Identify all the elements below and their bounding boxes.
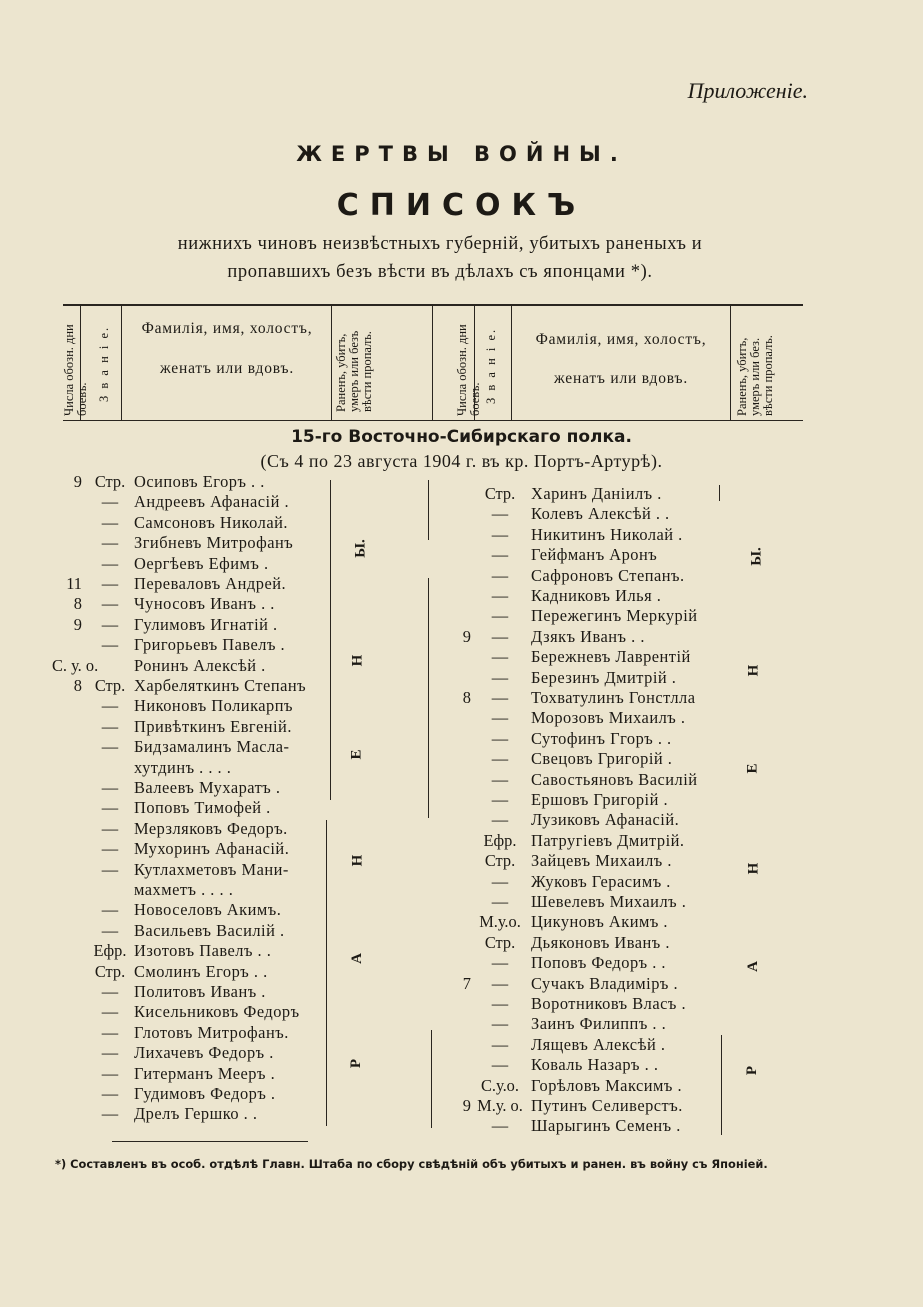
status-letter: Н [745,862,762,875]
subtitle-line-1: нижнихъ чиновъ неизвѣстныхъ губерній, убитыхъ раненыхъ и [177,234,703,254]
table-row [455,974,725,994]
row-rank: — [101,1084,119,1103]
row-name: Привѣткинъ Евгеній. [134,716,292,736]
row-rank: — [101,1104,119,1124]
row-rank: — [491,524,509,544]
row-name: Лихачевъ Федоръ . [134,1043,274,1063]
row-name: Кадниковъ Илья . [531,586,662,605]
row-rank: — [101,778,119,797]
table-row [60,533,330,553]
row-name: Самсоновъ Николай. [134,512,288,532]
row-rank: — [101,900,119,920]
row-rank: Стр. [94,961,126,981]
row-name: Жуковъ Герасимъ . [531,871,671,891]
table-row [455,1035,725,1055]
row-rank: — [491,728,509,748]
row-rank: — [491,545,509,565]
status-brace-left-d [428,578,429,818]
status-letter: Е [348,749,365,760]
row-name: Кисельниковъ Федоръ [134,1002,300,1022]
header-status-col-right: Раненъ, убитъ, умеръ или без. вѣсти пропалъ. [735,335,775,416]
row-name: махметъ . . . . [134,880,234,899]
row-name: Гейфманъ Аронъ [531,545,658,565]
table-row [455,851,725,871]
table-row [60,1084,330,1104]
row-rank: — [101,920,119,940]
row-name: Харбеляткинъ Степанъ [134,676,307,695]
row-name: Григорьевъ Павелъ . [134,635,286,655]
row-rank: — [101,512,119,532]
row-name: Лящевъ Алексѣй . [531,1034,666,1054]
row-name: Поповъ Тимофей . [134,798,271,818]
table-row [455,1055,725,1075]
table-row [455,606,725,626]
table-row [60,839,330,859]
row-name: Патругіевъ Дмитрій. [531,830,685,850]
regiment-dates: (Съ 4 по 23 августа 1904 г. въ кр. Портъ-Артурѣ). [260,451,663,471]
table-row [60,982,330,1002]
row-name: Никитинъ Николай . [531,524,683,544]
list-title: СПИСОКЪ [336,188,587,223]
row-rank: — [491,647,509,667]
row-rank: — [101,1002,119,1022]
row-name: Тохватулинъ Гонстлла [531,688,696,707]
status-letter: Р [348,1058,365,1069]
row-rank: — [101,1043,119,1063]
row-name: Гулимовъ Игнатій . [134,614,278,634]
row-name: Глотовъ Митрофанъ. [134,1022,289,1042]
table-row [60,758,330,778]
table-row [60,798,330,818]
row-rank: — [101,533,119,553]
row-name: Харинъ Даніилъ . [531,484,662,503]
row-rank: — [101,859,119,879]
row-name: Оергѣевъ Ефимъ . [134,553,269,573]
table-row [455,749,725,769]
row-name: Цикуновъ Акимъ . [531,912,669,932]
row-date: С. у. о. [52,655,99,675]
row-name: Свецовъ Григорій . [531,749,673,769]
status-letter: А [348,953,365,964]
row-rank: — [491,953,509,973]
table-row [455,790,725,810]
row-date: 8 [73,594,82,614]
row-name: Дзякъ Иванъ . . [531,626,645,646]
table-row [455,912,725,932]
row-rank: — [101,614,119,634]
header-name-col-left-1: Фамилія, имя, холостъ, [141,320,313,337]
col-divider [432,306,433,420]
row-name: Сучакъ Владиміръ . [531,973,679,993]
row-name: Мерзляковъ Федоръ. [134,818,288,838]
row-rank: — [101,839,119,859]
row-rank: — [101,1022,119,1042]
table-row [455,504,725,524]
row-name: Гудимовъ Федоръ . [134,1084,276,1103]
table-row [60,860,330,880]
row-date: 8 [462,688,471,707]
table-row [60,717,330,737]
table-row [60,819,330,839]
table-row [455,688,725,708]
table-row [52,655,330,676]
row-name: Зайцевъ Михаилъ . [531,851,672,871]
status-letter: Н [745,664,762,677]
row-rank: — [101,982,119,1001]
table-row [60,554,330,574]
appendix-label: Приложеніе. [687,78,808,103]
row-rank: — [491,994,509,1013]
table-row [455,484,725,504]
right-column [455,484,725,1144]
row-name: Путинъ Селиверстъ. [531,1096,683,1115]
row-name: Осиповъ Егоръ . . [134,472,265,491]
table-row [60,778,330,798]
table-row [60,1064,330,1084]
table-row [455,953,725,973]
row-date: 7 [462,973,471,993]
row-rank: — [491,973,509,993]
row-name: Чуносовъ Иванъ . . [134,594,275,614]
row-name: Воротниковъ Власъ . [531,994,687,1013]
status-brace-left-a [330,480,331,800]
row-rank: — [491,504,509,524]
table-row [455,525,725,545]
row-rank: — [491,1055,509,1075]
table-row [455,1116,725,1136]
row-rank: Стр. [484,932,516,952]
regiment-title: 15-го Восточно-Сибирскаго полка. [291,427,632,447]
row-name: Шевелевъ Михаилъ . [531,892,687,911]
table-row [60,574,330,594]
row-name: Дрелъ Гершко . . [134,1104,258,1124]
row-name: Сафроновъ Степанъ. [531,565,685,585]
table-row [455,545,725,565]
row-name: Политовъ Иванъ . [134,982,266,1001]
table-row [60,1043,330,1063]
row-rank: — [101,737,119,757]
row-rank: — [101,594,119,614]
row-name: Бережневъ Лаврентій [531,647,691,667]
row-rank: — [491,626,509,646]
row-name: Мухоринъ Афанасій. [134,839,290,859]
row-name: Пережегинъ Меркурій [531,606,698,626]
subtitle-line-2: пропавшихъ безъ вѣсти въ дѣлахъ съ японцами *). [227,262,653,282]
table-row [455,586,725,606]
row-rank: — [101,818,119,838]
table-row [60,615,330,635]
table-row [60,900,330,920]
row-rank: — [491,810,509,830]
row-rank: — [491,586,509,605]
row-name: Переваловъ Андрей. [134,574,287,593]
table-row [60,737,330,757]
row-name: Коваль Назаръ . . [531,1055,659,1075]
row-rank: — [491,688,509,707]
row-name: Валеевъ Мухаратъ . [134,778,281,797]
header-name-col-left-2: женатъ или вдовъ. [159,360,294,377]
row-rank: — [491,708,509,728]
row-name: Згибневъ Митрофанъ [134,533,294,553]
footnote-rule [112,1141,308,1142]
status-brace-left-c [428,480,429,540]
footnote: *) Составленъ въ особ. отдѣлѣ Главн. Штаба по сбору свѣдѣній объ убитыхъ и ранен. въ войну съ Японіей. [55,1157,768,1171]
row-name: Морозовъ Михаилъ . [531,708,686,728]
row-name: Колевъ Алексѣй . . [531,504,670,524]
row-date: 9 [73,614,82,634]
col-divider [511,306,512,420]
left-column [52,472,330,1132]
row-rank: — [491,790,509,809]
status-letter: А [744,961,761,972]
table-row [455,1076,725,1096]
table-header-rule [63,420,803,421]
table-row [455,872,725,892]
row-name: Заинъ Филиппъ . . [531,1014,667,1034]
row-date: 8 [73,676,82,695]
row-name: Изотовъ Павелъ . . [134,941,272,961]
row-rank: — [101,1063,119,1083]
row-rank: Стр. [94,676,126,695]
row-name: Савостьяновъ Василій [531,769,698,789]
row-name: Лузиковъ Афанасій. [531,810,680,830]
table-row [455,994,725,1014]
row-rank: — [491,749,509,769]
table-row [455,566,725,586]
row-rank: — [491,1116,509,1136]
row-rank: М.у. о. [477,1096,523,1115]
table-row [60,676,330,696]
row-rank: Стр. [484,484,516,503]
row-rank: — [491,667,509,687]
status-letter: Н [349,854,366,867]
table-row [60,921,330,941]
status-letter: Ы. [748,547,765,566]
row-name: Васильевъ Василій . [134,920,285,940]
table-row [455,770,725,790]
row-name: Дьяконовъ Иванъ . [531,932,670,952]
row-rank: Стр. [94,472,126,491]
row-name: Смолинъ Егоръ . . [134,961,268,981]
table-row [455,892,725,912]
table-row [60,1104,330,1124]
row-date: 9 [462,1096,471,1115]
header-date-col-left: Числа обозн. дни боевъ. [62,324,89,416]
row-rank: С.у.о. [481,1075,519,1095]
row-name: Поповъ Федоръ . . [531,953,667,973]
header-name-col-right-2: женатъ или вдовъ. [553,370,688,387]
table-row [455,647,725,667]
row-date: 9 [73,472,82,491]
row-rank: — [491,1034,509,1054]
table-row [60,1023,330,1043]
header-rank-col-right: З в а н і е. [484,327,498,404]
row-rank: — [101,553,119,573]
row-name: хутдинъ . . . . [134,757,232,777]
status-brace-left-e [431,1030,432,1128]
header-date-col-right: Числа обозн. дни боевъ. [455,324,482,416]
table-row [455,668,725,688]
row-date: 11 [66,574,82,593]
table-row [60,962,330,982]
row-name: Сутофинъ Ггоръ . . [531,728,672,748]
table-row [60,513,330,533]
row-rank: — [491,769,509,789]
table-row [455,1096,725,1116]
table-top-rule [63,304,803,306]
table-row [60,1002,330,1022]
status-letter: Р [744,1065,761,1076]
header-status-col-left: Раненъ, убитъ, умеръ или безъ вѣсти пропалъ. [334,330,374,412]
table-row [60,941,330,961]
row-name: Горѣловъ Максимъ . [531,1075,683,1095]
row-name: Никоновъ Поликарпъ [134,696,294,716]
header-name-col-right-1: Фамилія, имя, холостъ, [535,331,707,348]
row-rank: — [101,716,119,736]
row-name: Андреевъ Афанасій . [134,492,290,512]
row-rank: — [491,871,509,891]
row-rank: — [101,492,119,512]
table-row [455,933,725,953]
row-rank: — [101,696,119,716]
table-row [455,729,725,749]
table-row [60,594,330,614]
row-name: Ершовъ Григорій . [531,790,669,809]
row-name: Шарыгинъ Семенъ . [531,1116,681,1136]
table-row [455,1014,725,1034]
row-rank: — [101,574,119,593]
col-divider [730,306,731,420]
header-rank-col-left: З в а н і е. [97,325,111,402]
row-rank: М.у.о. [479,912,521,932]
table-row [455,627,725,647]
row-rank: — [491,892,509,911]
table-row [60,472,330,492]
row-rank: Ефр. [483,830,517,850]
status-letter: Е [744,763,761,774]
row-rank: Стр. [484,851,516,871]
row-rank: — [101,798,119,818]
table-row [455,708,725,728]
row-rank: Ефр. [93,941,127,961]
row-name: Гитерманъ Мееръ . [134,1063,276,1083]
table-row [60,492,330,512]
row-name: Новоселовъ Акимъ. [134,900,282,920]
row-rank: — [101,635,119,655]
table-row [60,635,330,655]
status-letter: Н [349,654,366,667]
row-rank: — [491,565,509,585]
table-row [455,810,725,830]
table-row [60,880,330,900]
row-date: 9 [462,626,471,646]
table-row [455,831,725,851]
status-letter: Ы. [352,539,369,558]
row-name: Бидзамалинъ Масла- [134,737,290,757]
row-name: Ронинъ Алексѣй . [134,655,266,675]
table-row [60,696,330,716]
row-rank: — [491,1014,509,1034]
row-name: Березинъ Дмитрій . [531,667,677,687]
row-rank: — [491,606,509,626]
main-title: ЖЕРТВЫ ВОЙНЫ. [296,142,627,166]
row-name: Кутлахметовъ Мани- [134,859,289,879]
